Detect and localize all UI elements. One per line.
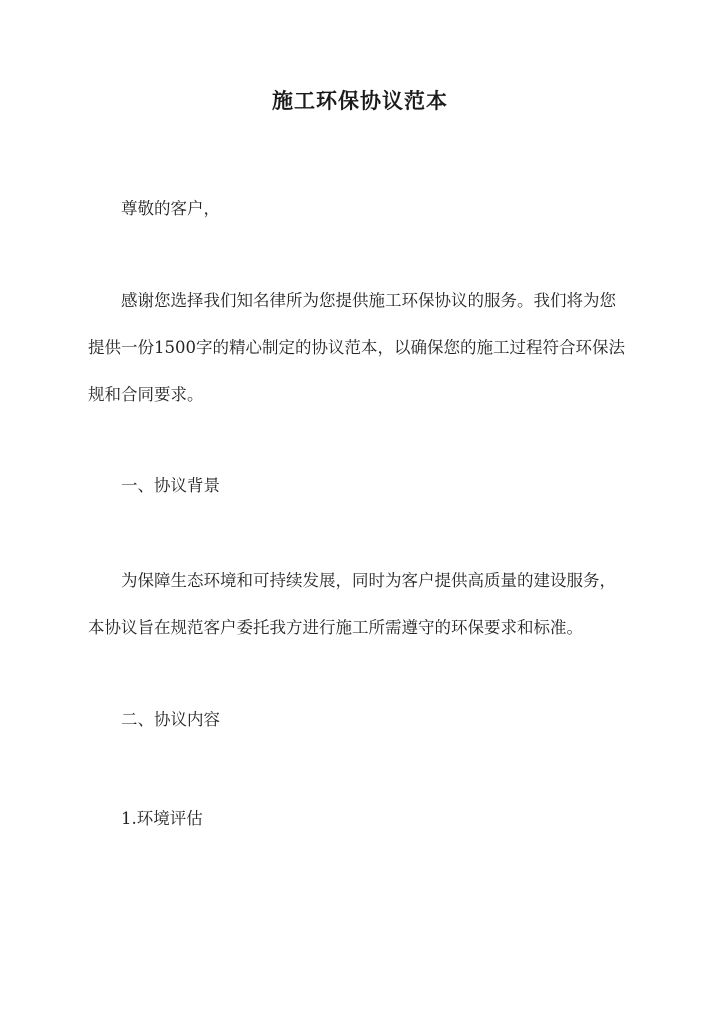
intro-paragraph [88, 277, 632, 418]
subsection-heading-assessment [88, 795, 632, 842]
greeting-paragraph [88, 185, 632, 232]
background-text: 为保障生态环境和可持续发展，同时为客户提供高质量的建设服务，本协议旨在规范客户委托我方进行施工所需遵守的环保要求和标准。 [88, 571, 616, 637]
section-heading-text: 一、协议背景 [121, 476, 220, 495]
subsection-heading-text: 1.环境评估 [121, 809, 203, 828]
greeting-text: 尊敬的客户， [121, 199, 220, 218]
document-title: 施工环保协议范本 [272, 88, 448, 113]
background-paragraph [88, 557, 632, 651]
section-heading-text: 二、协议内容 [121, 710, 220, 729]
intro-text: 感谢您选择我们知名律所为您提供施工环保协议的服务。我们将为您提供一份1500字的精心制定的协议范本，以确保您的施工过程符合环保法规和合同要求。 [88, 291, 625, 404]
section-heading-background [88, 462, 632, 509]
section-heading-content [88, 696, 632, 743]
